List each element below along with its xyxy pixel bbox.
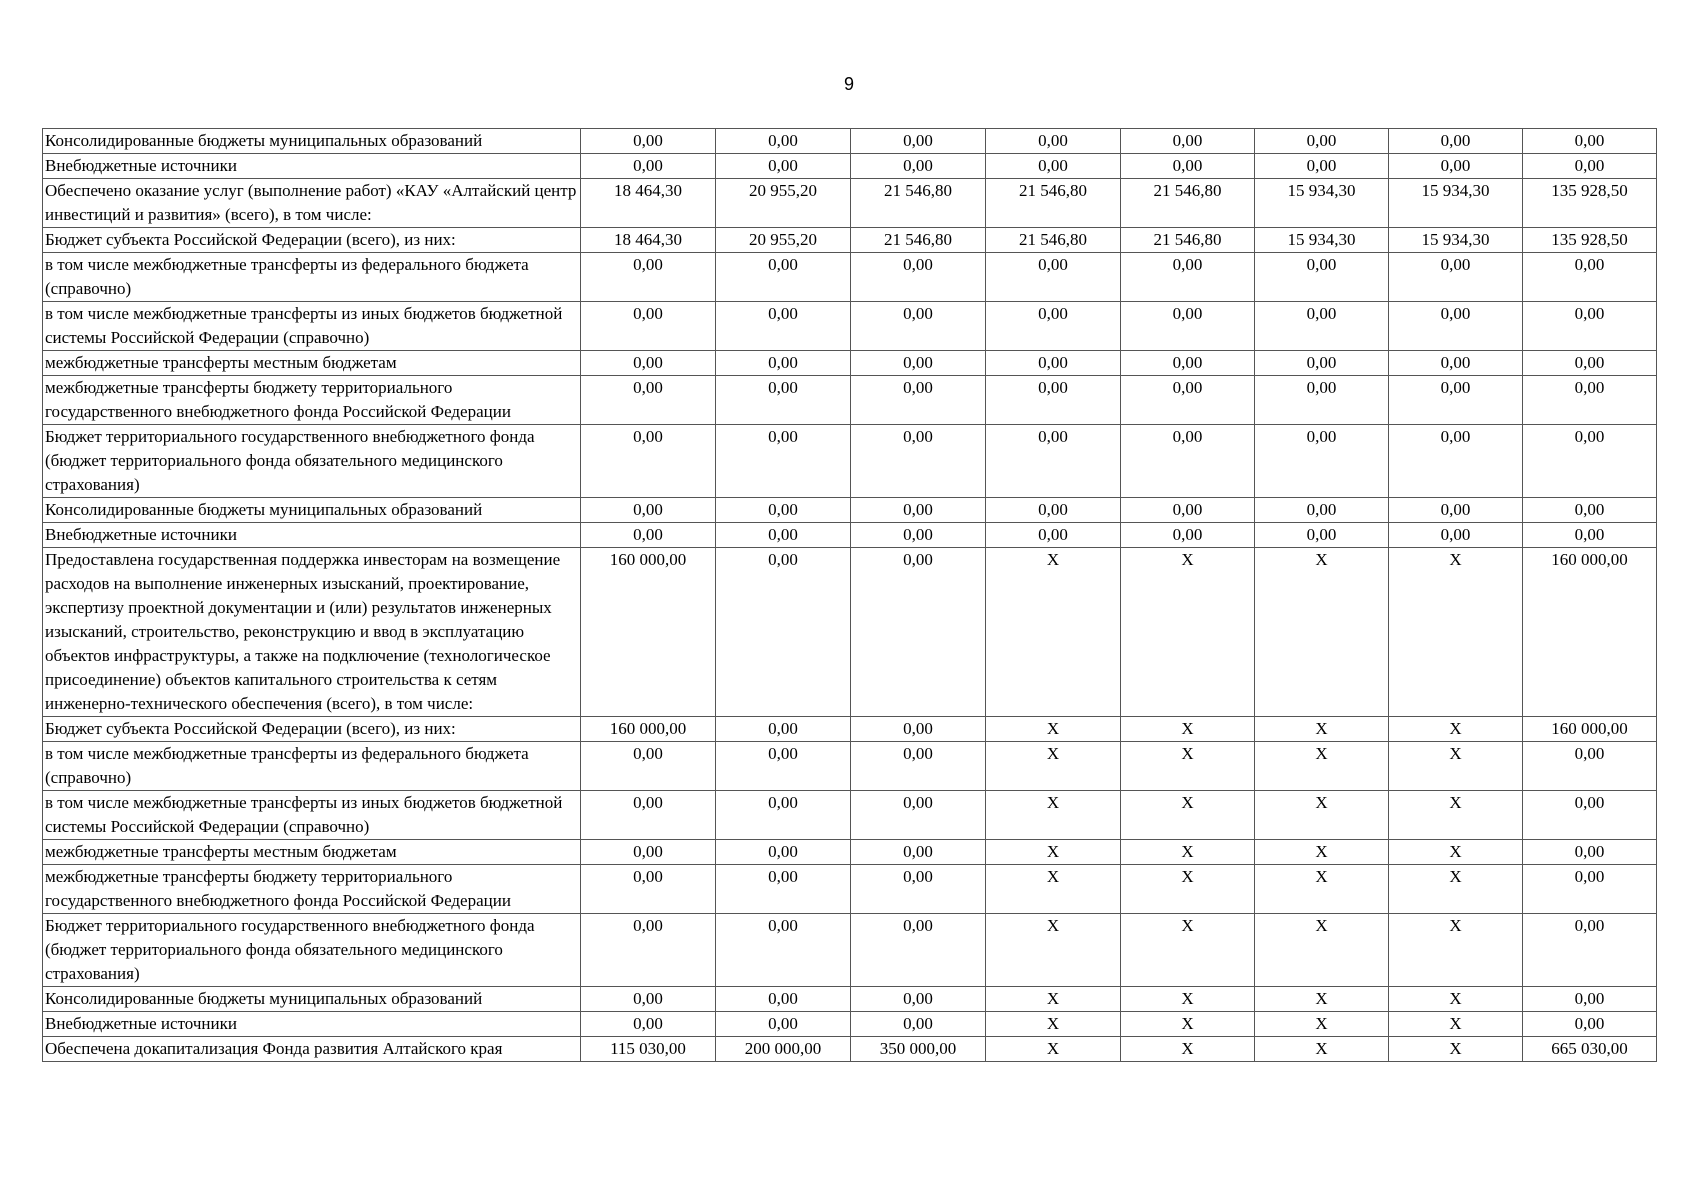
value-cell: X <box>1255 717 1389 742</box>
value-cell: 0,00 <box>851 717 986 742</box>
table-row <box>43 302 1657 351</box>
value-cell: 0,00 <box>1523 791 1657 840</box>
value-cell: X <box>1255 865 1389 914</box>
table-row <box>43 548 1657 717</box>
value-cell: 0,00 <box>1255 129 1389 154</box>
value-cell: 0,00 <box>1523 376 1657 425</box>
table-row <box>43 154 1657 179</box>
value-cell: X <box>1389 1037 1523 1062</box>
value-cell: X <box>1121 717 1255 742</box>
value-cell: X <box>1121 791 1255 840</box>
value-cell: 0,00 <box>716 154 851 179</box>
row-label: Обеспечено оказание услуг (выполнение работ) «КАУ «Алтайский центр инвестиций и развития» (всего), в том числе: <box>43 179 581 228</box>
value-cell: X <box>1255 987 1389 1012</box>
row-label: Бюджет субъекта Российской Федерации (всего), из них: <box>43 717 581 742</box>
value-cell: X <box>986 1012 1121 1037</box>
value-cell: 0,00 <box>1121 425 1255 498</box>
table-row <box>43 376 1657 425</box>
table-body <box>43 129 1657 1062</box>
value-cell: 0,00 <box>716 742 851 791</box>
table-row <box>43 717 1657 742</box>
value-cell: 0,00 <box>716 791 851 840</box>
value-cell: 0,00 <box>1389 425 1523 498</box>
row-label: Внебюджетные источники <box>43 523 581 548</box>
value-cell: 0,00 <box>1255 498 1389 523</box>
page-number: 9 <box>843 74 854 94</box>
value-cell: 0,00 <box>851 351 986 376</box>
row-label: Обеспечена докапитализация Фонда развития Алтайского края <box>43 1037 581 1062</box>
value-cell: 21 546,80 <box>851 228 986 253</box>
value-cell: 135 928,50 <box>1523 228 1657 253</box>
value-cell: X <box>1255 742 1389 791</box>
table-row <box>43 914 1657 987</box>
value-cell: 0,00 <box>1255 351 1389 376</box>
value-cell: 0,00 <box>1523 1012 1657 1037</box>
value-cell: X <box>1389 548 1523 717</box>
value-cell: X <box>986 840 1121 865</box>
value-cell: 0,00 <box>581 1012 716 1037</box>
value-cell: 0,00 <box>581 498 716 523</box>
value-cell: 0,00 <box>1389 498 1523 523</box>
value-cell: 15 934,30 <box>1255 179 1389 228</box>
value-cell: 160 000,00 <box>1523 717 1657 742</box>
value-cell: 0,00 <box>851 865 986 914</box>
value-cell: X <box>986 987 1121 1012</box>
row-label: межбюджетные трансферты бюджету территориального государственного внебюджетного фонда Российской Федерации <box>43 376 581 425</box>
value-cell: 0,00 <box>1121 498 1255 523</box>
value-cell: 0,00 <box>851 154 986 179</box>
value-cell: X <box>1389 865 1523 914</box>
value-cell: X <box>1389 914 1523 987</box>
value-cell: 21 546,80 <box>851 179 986 228</box>
row-label: Бюджет территориального государственного внебюджетного фонда (бюджет территориального фонда обязательного медицинского страхования) <box>43 425 581 498</box>
value-cell: 0,00 <box>1523 523 1657 548</box>
value-cell: 0,00 <box>1523 498 1657 523</box>
value-cell: 0,00 <box>986 302 1121 351</box>
value-cell: 160 000,00 <box>1523 548 1657 717</box>
value-cell: 0,00 <box>581 253 716 302</box>
value-cell: 0,00 <box>716 302 851 351</box>
row-label: межбюджетные трансферты местным бюджетам <box>43 351 581 376</box>
row-label: межбюджетные трансферты бюджету территориального государственного внебюджетного фонда Российской Федерации <box>43 865 581 914</box>
value-cell: X <box>1121 742 1255 791</box>
value-cell: 0,00 <box>1523 253 1657 302</box>
value-cell: X <box>1255 1037 1389 1062</box>
value-cell: 0,00 <box>581 302 716 351</box>
value-cell: 0,00 <box>1523 840 1657 865</box>
table-row <box>43 498 1657 523</box>
value-cell: 0,00 <box>716 129 851 154</box>
value-cell: 0,00 <box>581 376 716 425</box>
value-cell: X <box>986 865 1121 914</box>
table-row <box>43 253 1657 302</box>
value-cell: 0,00 <box>851 987 986 1012</box>
value-cell: 0,00 <box>716 914 851 987</box>
value-cell: X <box>1255 791 1389 840</box>
value-cell: 0,00 <box>1389 523 1523 548</box>
value-cell: X <box>1389 791 1523 840</box>
value-cell: 0,00 <box>581 791 716 840</box>
value-cell: 20 955,20 <box>716 228 851 253</box>
row-label: Консолидированные бюджеты муниципальных образований <box>43 129 581 154</box>
value-cell: 0,00 <box>1523 914 1657 987</box>
value-cell: 0,00 <box>581 742 716 791</box>
value-cell: 115 030,00 <box>581 1037 716 1062</box>
value-cell: X <box>1255 1012 1389 1037</box>
value-cell: 0,00 <box>1523 425 1657 498</box>
row-label: в том числе межбюджетные трансферты из федерального бюджета (справочно) <box>43 742 581 791</box>
value-cell: 0,00 <box>1255 302 1389 351</box>
value-cell: X <box>986 548 1121 717</box>
value-cell: 0,00 <box>581 914 716 987</box>
budget-table <box>42 128 1657 1062</box>
value-cell: 0,00 <box>581 840 716 865</box>
value-cell: 20 955,20 <box>716 179 851 228</box>
value-cell: 0,00 <box>1389 253 1523 302</box>
value-cell: 0,00 <box>1523 129 1657 154</box>
value-cell: 0,00 <box>1523 742 1657 791</box>
value-cell: X <box>1121 987 1255 1012</box>
table-row <box>43 791 1657 840</box>
value-cell: 0,00 <box>851 425 986 498</box>
value-cell: X <box>1121 914 1255 987</box>
value-cell: X <box>1389 717 1523 742</box>
value-cell: 0,00 <box>581 865 716 914</box>
value-cell: 0,00 <box>1121 302 1255 351</box>
value-cell: 0,00 <box>1389 129 1523 154</box>
value-cell: 0,00 <box>986 129 1121 154</box>
value-cell: 0,00 <box>581 351 716 376</box>
value-cell: 21 546,80 <box>986 228 1121 253</box>
value-cell: 18 464,30 <box>581 228 716 253</box>
table-row <box>43 1037 1657 1062</box>
value-cell: 21 546,80 <box>986 179 1121 228</box>
value-cell: 160 000,00 <box>581 548 716 717</box>
row-label: в том числе межбюджетные трансферты из федерального бюджета (справочно) <box>43 253 581 302</box>
value-cell: 0,00 <box>1255 523 1389 548</box>
row-label: в том числе межбюджетные трансферты из иных бюджетов бюджетной системы Российской Федерации (справочно) <box>43 302 581 351</box>
value-cell: 0,00 <box>581 523 716 548</box>
value-cell: 21 546,80 <box>1121 179 1255 228</box>
value-cell: 135 928,50 <box>1523 179 1657 228</box>
row-label: Консолидированные бюджеты муниципальных образований <box>43 987 581 1012</box>
table-row <box>43 228 1657 253</box>
value-cell: X <box>1255 548 1389 717</box>
row-label: межбюджетные трансферты местным бюджетам <box>43 840 581 865</box>
value-cell: 200 000,00 <box>716 1037 851 1062</box>
value-cell: X <box>1121 840 1255 865</box>
value-cell: 0,00 <box>1121 351 1255 376</box>
table-row <box>43 742 1657 791</box>
row-label: Консолидированные бюджеты муниципальных образований <box>43 498 581 523</box>
value-cell: X <box>986 1037 1121 1062</box>
value-cell: 0,00 <box>581 129 716 154</box>
table-row <box>43 987 1657 1012</box>
value-cell: 0,00 <box>1389 302 1523 351</box>
table-row <box>43 351 1657 376</box>
value-cell: X <box>1389 1012 1523 1037</box>
value-cell: 0,00 <box>716 987 851 1012</box>
value-cell: 0,00 <box>1121 376 1255 425</box>
value-cell: 0,00 <box>1255 425 1389 498</box>
value-cell: 0,00 <box>581 987 716 1012</box>
value-cell: 0,00 <box>1523 302 1657 351</box>
value-cell: 0,00 <box>986 253 1121 302</box>
value-cell: 0,00 <box>1523 865 1657 914</box>
table-row <box>43 425 1657 498</box>
value-cell: 0,00 <box>851 523 986 548</box>
value-cell: 0,00 <box>581 425 716 498</box>
value-cell: 0,00 <box>851 742 986 791</box>
value-cell: X <box>1121 1012 1255 1037</box>
value-cell: 665 030,00 <box>1523 1037 1657 1062</box>
value-cell: 0,00 <box>1389 154 1523 179</box>
value-cell: X <box>1389 840 1523 865</box>
value-cell: 0,00 <box>1121 129 1255 154</box>
table-row <box>43 840 1657 865</box>
value-cell: X <box>986 914 1121 987</box>
row-label: Внебюджетные источники <box>43 154 581 179</box>
row-label: Внебюджетные источники <box>43 1012 581 1037</box>
value-cell: 0,00 <box>851 791 986 840</box>
table-row <box>43 179 1657 228</box>
value-cell: 0,00 <box>1523 987 1657 1012</box>
row-label: в том числе межбюджетные трансферты из иных бюджетов бюджетной системы Российской Федерации (справочно) <box>43 791 581 840</box>
value-cell: 15 934,30 <box>1255 228 1389 253</box>
row-label: Предоставлена государственная поддержка инвесторам на возмещение расходов на выполнение инженерных изысканий, проектирование, экспертизу проектной документации и (или) результатов инженерных изысканий, строительство, реконструкцию и ввод в эксплуатацию объектов инфраструктуры, а также на подключение (технологическое присоединение) объектов капитального строительства к сетям инженерно-технического обеспечения (всего), в том числе: <box>43 548 581 717</box>
value-cell: 0,00 <box>1255 376 1389 425</box>
value-cell: 0,00 <box>716 717 851 742</box>
value-cell: 0,00 <box>986 154 1121 179</box>
value-cell: X <box>986 717 1121 742</box>
value-cell: 15 934,30 <box>1389 228 1523 253</box>
value-cell: 0,00 <box>1389 351 1523 376</box>
value-cell: X <box>1389 987 1523 1012</box>
value-cell: 0,00 <box>716 425 851 498</box>
value-cell: 0,00 <box>986 498 1121 523</box>
value-cell: 0,00 <box>716 376 851 425</box>
value-cell: X <box>1389 742 1523 791</box>
value-cell: 350 000,00 <box>851 1037 986 1062</box>
value-cell: 0,00 <box>1255 253 1389 302</box>
value-cell: 0,00 <box>1523 351 1657 376</box>
value-cell: 0,00 <box>851 1012 986 1037</box>
value-cell: 0,00 <box>716 498 851 523</box>
value-cell: X <box>1255 840 1389 865</box>
value-cell: 0,00 <box>986 425 1121 498</box>
row-label: Бюджет территориального государственного внебюджетного фонда (бюджет территориального фонда обязательного медицинского страхования) <box>43 914 581 987</box>
value-cell: 0,00 <box>1121 253 1255 302</box>
table-row <box>43 523 1657 548</box>
value-cell: 0,00 <box>851 498 986 523</box>
value-cell: 0,00 <box>1121 523 1255 548</box>
value-cell: 0,00 <box>1523 154 1657 179</box>
value-cell: 0,00 <box>986 523 1121 548</box>
value-cell: 0,00 <box>1121 154 1255 179</box>
value-cell: 0,00 <box>1389 376 1523 425</box>
value-cell: 0,00 <box>716 253 851 302</box>
value-cell: X <box>986 791 1121 840</box>
value-cell: 0,00 <box>851 129 986 154</box>
value-cell: 21 546,80 <box>1121 228 1255 253</box>
value-cell: 0,00 <box>1255 154 1389 179</box>
value-cell: 0,00 <box>716 865 851 914</box>
value-cell: 0,00 <box>716 548 851 717</box>
value-cell: 0,00 <box>851 302 986 351</box>
value-cell: 0,00 <box>716 840 851 865</box>
table-row <box>43 865 1657 914</box>
value-cell: 15 934,30 <box>1389 179 1523 228</box>
value-cell: X <box>1121 548 1255 717</box>
value-cell: X <box>1255 914 1389 987</box>
value-cell: 0,00 <box>716 351 851 376</box>
value-cell: 0,00 <box>851 253 986 302</box>
value-cell: 0,00 <box>851 548 986 717</box>
value-cell: 160 000,00 <box>581 717 716 742</box>
value-cell: 0,00 <box>716 1012 851 1037</box>
value-cell: 0,00 <box>716 523 851 548</box>
value-cell: 0,00 <box>851 840 986 865</box>
value-cell: 0,00 <box>851 914 986 987</box>
value-cell: X <box>1121 865 1255 914</box>
value-cell: X <box>1121 1037 1255 1062</box>
value-cell: 0,00 <box>986 351 1121 376</box>
row-label: Бюджет субъекта Российской Федерации (всего), из них: <box>43 228 581 253</box>
value-cell: 0,00 <box>851 376 986 425</box>
table-row <box>43 129 1657 154</box>
value-cell: 0,00 <box>986 376 1121 425</box>
value-cell: 18 464,30 <box>581 179 716 228</box>
table-row <box>43 1012 1657 1037</box>
value-cell: X <box>986 742 1121 791</box>
value-cell: 0,00 <box>581 154 716 179</box>
